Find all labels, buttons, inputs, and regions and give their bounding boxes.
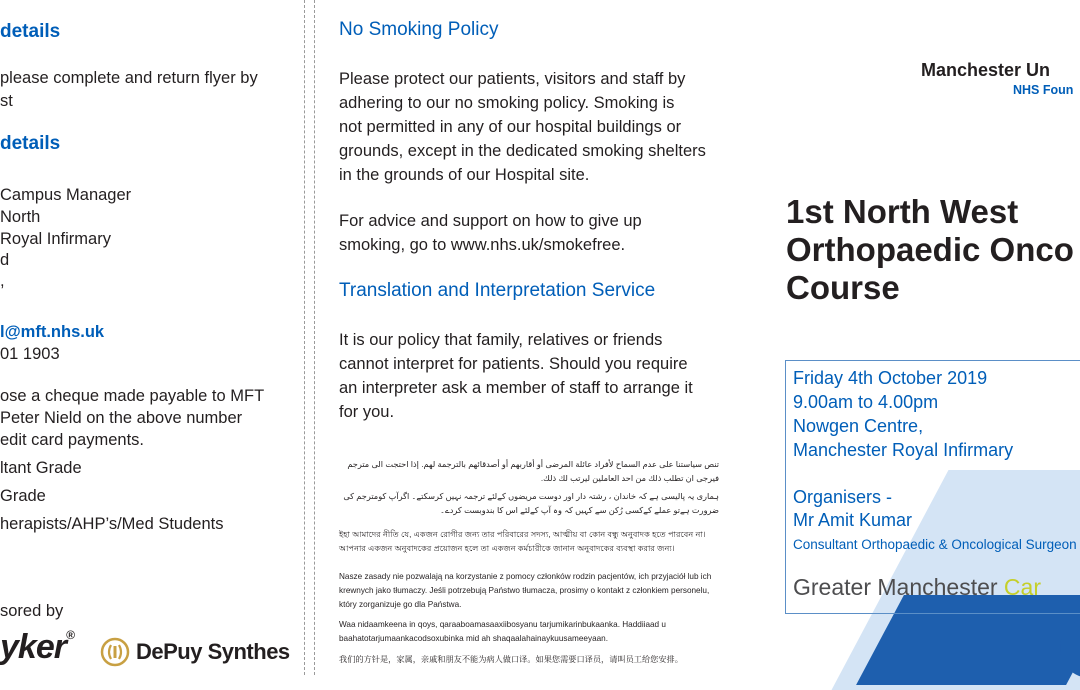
event-venue: Nowgen Centre, <box>793 416 924 436</box>
event-date: Friday 4th October 2019 <box>793 368 988 388</box>
event-time: 9.00am to 4.00pm <box>793 392 939 412</box>
grade-option: ltant Grade <box>0 459 82 477</box>
section-heading-contact-details: details <box>0 133 61 154</box>
translation-bengali: ইহা আমাদের নীতি যে, একজন রোগীর জন্য তার পরিবারের সদস্য, আত্মীয় বা কোন বন্ধু অনুবাদক হতে পারবেন না। আপনার একজন অনুবাদকের প্রয়োজন হলে তা একজন কর্মচারীকে জানান অনুবাদকের ব্যবস্থা করার জন্য। <box>339 530 706 553</box>
organiser-role: Consultant Orthopaedic & Oncological Surgeon <box>793 537 1077 552</box>
translation-text: cannot interpret for patients. Should you require <box>339 355 688 373</box>
fold-line-left-2 <box>314 0 315 675</box>
stryker-logo: yker® <box>0 628 74 666</box>
depuy-logo-icon <box>100 637 130 667</box>
smoking-text: grounds, except in the dedicated smoking shelters <box>339 142 706 160</box>
payment-line: Peter Nield on the above number <box>0 409 243 427</box>
greater-manchester-logo-text: Greater Manchester Car <box>793 574 1041 600</box>
contact-line: North <box>0 208 41 226</box>
smokefree-advice-link: smoking, go to www.nhs.uk/smokefree. <box>339 236 626 254</box>
smoking-text: in the grounds of our Hospital site. <box>339 166 590 184</box>
translation-text: for you. <box>339 403 395 421</box>
organisers-label: Organisers - <box>793 487 893 507</box>
organiser-name: Mr Amit Kumar <box>793 510 913 530</box>
translation-arabic: تنص سياستنا على عدم السماح لأفراد عائلة المرضى أو أقاربهم أو أصدقائهم بالترجمة لهم. إذا احتجت الى مترجم فيرجى ان تطلب ذلك من احد العاملين ليرتب لك ذلك. <box>347 460 719 483</box>
course-title-line: 1st North West <box>786 193 1019 230</box>
heading-translation: Translation and Interpretation Service <box>339 280 656 301</box>
translation-chinese: 我们的方针是，家属，亲戚和朋友不能为病人做口译。如果您需要口译员，请叫员工给您安排。 <box>339 655 683 664</box>
contact-line: Royal Infirmary <box>0 230 111 248</box>
fold-line-left <box>304 0 305 675</box>
smokefree-advice: For advice and support on how to give up <box>339 212 642 230</box>
sponsored-by-label: sored by <box>0 602 64 620</box>
booking-instruction: please complete and return flyer by <box>0 69 258 87</box>
translation-text: an interpreter ask a member of staff to arrange it <box>339 379 693 397</box>
smoking-text: Please protect our patients, visitors and staff by <box>339 70 686 88</box>
contact-email[interactable]: l@mft.nhs.uk <box>0 323 105 341</box>
grade-option: Grade <box>0 487 46 505</box>
contact-line: Campus Manager <box>0 186 132 204</box>
booking-instruction-cont: st <box>0 92 13 110</box>
contact-phone: 01 1903 <box>0 345 60 363</box>
course-title-line: Orthopaedic Onco <box>786 231 1074 268</box>
contact-line: d <box>0 251 10 269</box>
org-subtitle: NHS Foun <box>1013 83 1074 97</box>
org-name: Manchester Un <box>921 60 1051 80</box>
smoking-text: not permitted in any of our hospital buildings or <box>339 118 682 136</box>
translation-urdu: ہماری یہ پالیسی ہے کہ خاندان ، رشتہ دار اور دوست مریضوں کےلئے ترجمہ نہیں کرسکتے۔ اگرآپ کومترجم کی ضرورت ہےتو عملے کےکسی رُکن سے کہیں کہ وہ آپ کےلئے اس کا بندوبست کردے۔ <box>343 492 719 515</box>
grade-option: herapists/AHP’s/Med Students <box>0 515 224 533</box>
heading-no-smoking: No Smoking Policy <box>339 19 499 40</box>
event-venue-hospital: Manchester Royal Infirmary <box>793 440 1014 460</box>
translation-text: It is our policy that family, relatives or friends <box>339 331 663 349</box>
section-heading-booking-details: details <box>0 21 61 42</box>
translation-somali: Waa nidaamkeena in qoys, qaraaboamasaaxiibosyanu tarjumikarinbukaanka. Haddiiaad u baahatotarjumaankacodsoxubinka mid ah shaqaalahainaykuusameeyaan. <box>339 620 666 643</box>
smoking-text: adhering to our no smoking policy. Smoking is <box>339 94 675 112</box>
translation-polish: Nasze zasady nie pozwalają na korzystanie z pomocy członków rodzin pacjentów, ich przyjaciół lub ich krewnych jako tłumaczy. Jeśli potrzebują Państwo tłumacza, prosimy o kontakt z członkiem personelu, który zorganizuje go dla Państwa. <box>339 572 712 609</box>
payment-line: ose a cheque made payable to MFT <box>0 387 265 405</box>
contact-line: , <box>0 272 5 290</box>
depuy-logo-text: DePuy Synthes <box>136 639 290 664</box>
course-title-line: Course <box>786 269 900 306</box>
payment-line: edit card payments. <box>0 431 144 449</box>
